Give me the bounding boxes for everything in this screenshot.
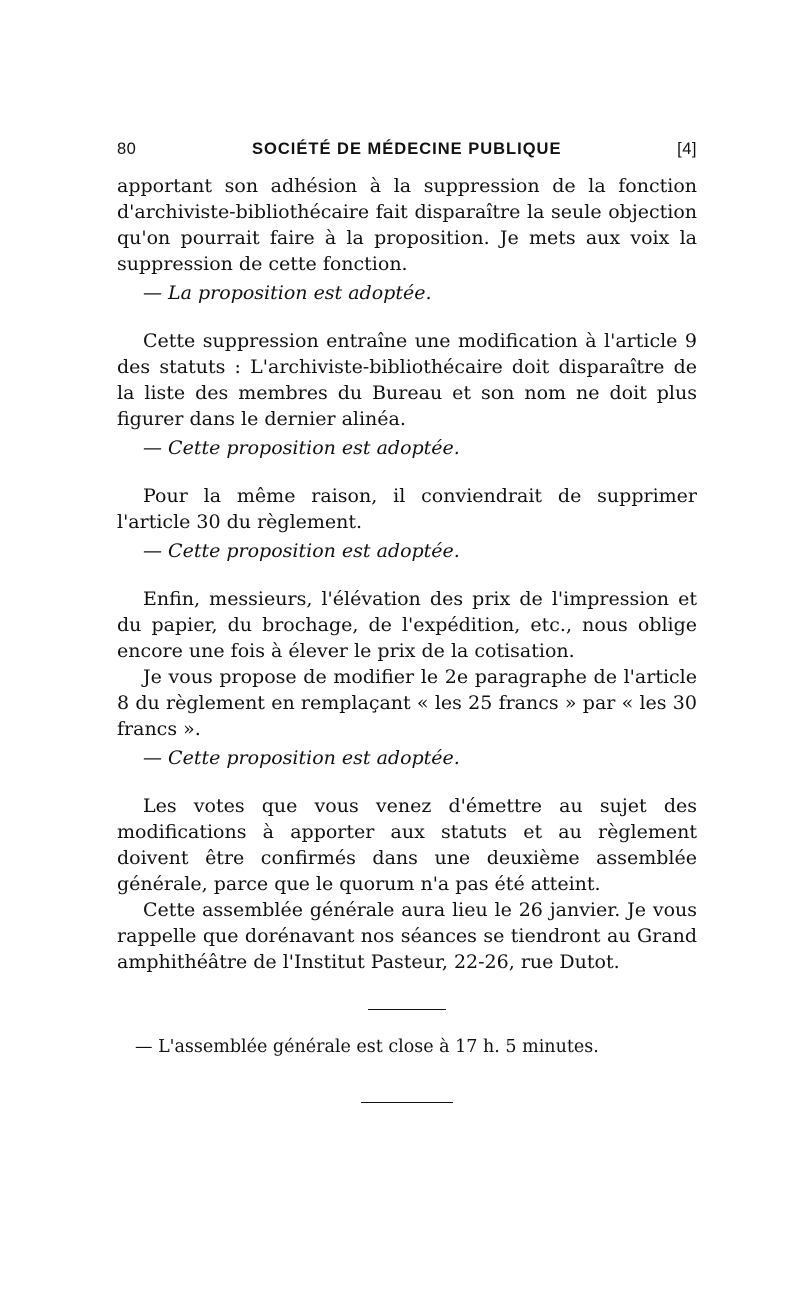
end-rule: [361, 1102, 453, 1103]
header-bracket: [4]: [677, 140, 697, 158]
paragraph: Enfin, messieurs, l'élévation des prix de l'impression et du papier, du brochage, de l'expédition, etc., nous oblige encore une fois à élever le prix de la cotisation.: [117, 588, 697, 662]
paragraph: Cette suppression entraîne une modification à l'article 9 des statuts : L'archiviste-bibliothécaire doit disparaître de la liste des membres du Bureau et son nom ne doit plus figurer dans le dernier alinéa.: [117, 330, 697, 430]
document-page: [117, 140, 697, 1103]
running-title: SOCIÉTÉ DE MÉDECINE PUBLIQUE: [252, 140, 562, 158]
paragraph: Les votes que vous venez d'émettre au sujet des modifications à apporter aux statuts et au règlement doivent être confirmés dans une deuxième assemblée générale, parce que le quorum n'a pas été atteint.: [117, 795, 697, 895]
paragraph: Cette assemblée générale aura lieu le 26 janvier. Je vous rappelle que dorénavant nos séances se tiendront au Grand amphithéâtre de l'Institut Pasteur, 22-26, rue Dutot.: [117, 899, 697, 973]
running-header: [117, 140, 697, 159]
vote-result: — Cette proposition est adoptée.: [143, 747, 460, 769]
paragraph: Je vous propose de modifier le 2e paragraphe de l'article 8 du règlement en remplaçant « les 25 francs » par « les 30 francs ».: [117, 666, 697, 740]
paragraph: Pour la même raison, il conviendrait de supprimer l'article 30 du règlement.: [117, 485, 697, 533]
vote-result: — Cette proposition est adoptée.: [143, 437, 460, 459]
vote-result: — La proposition est adoptée.: [143, 282, 432, 304]
paragraph-continuation: apportant son adhésion à la suppression de la fonction d'archiviste-bibliothécaire fait disparaître la seule objection qu'on pourrait faire à la proposition. Je mets aux voix la suppression de cette fonction.: [117, 175, 697, 275]
vote-result: — Cette proposition est adoptée.: [143, 540, 460, 562]
page-number: 80: [117, 140, 137, 158]
closing-line: — L'assemblée générale est close à 17 h. 5 minutes.: [135, 1037, 599, 1057]
separator-rule: [368, 1009, 446, 1010]
